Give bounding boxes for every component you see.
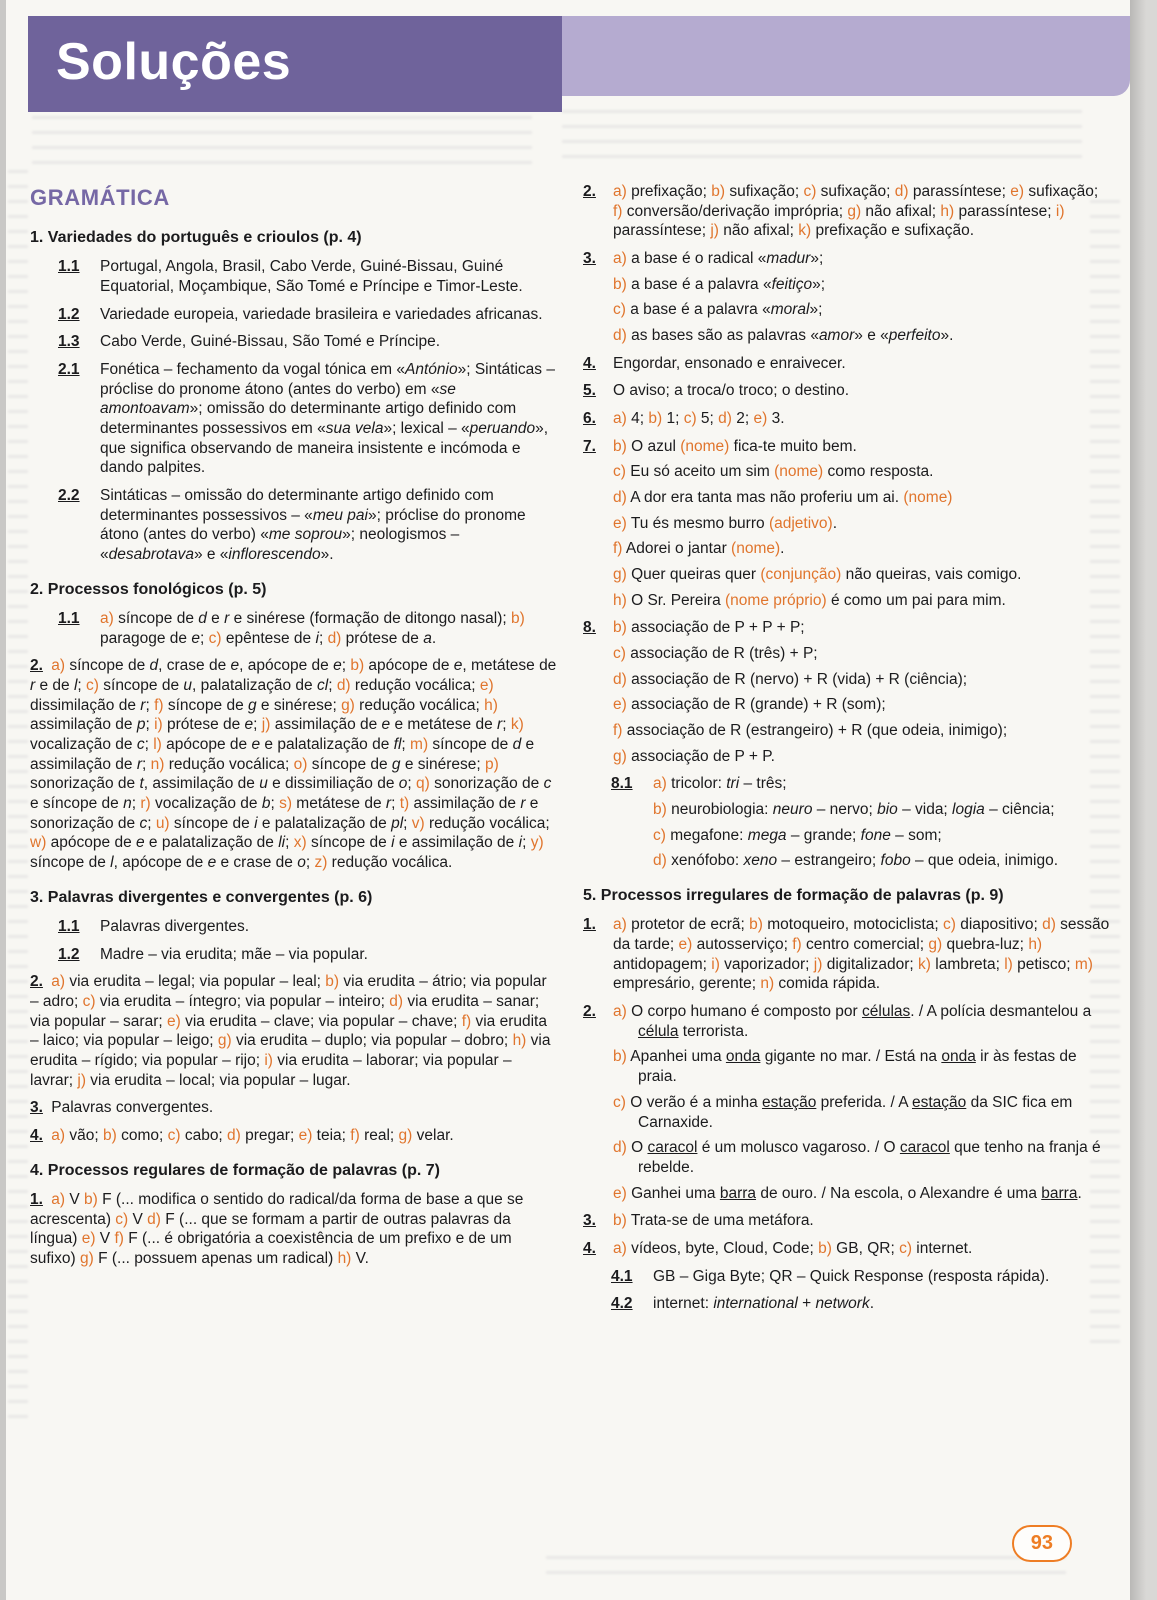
answer-item xyxy=(583,249,1110,346)
page-title: Soluções xyxy=(56,33,292,91)
answer-item xyxy=(583,1002,1110,1203)
answer-number: 2. xyxy=(583,1003,596,1021)
answer-text: a) protetor de ecrã; b) motoqueiro, motociclista; c) diapositivo; d) sessão da tarde; e) autosserviço; f) centro comercial; g) quebra-luz; h) antidopagem; i) vaporizador; j) digitalizador; k) lambreta; l) petisco; m) empresário, gerente; n) comida rápida. xyxy=(613,916,1110,993)
answer-number: 5. xyxy=(583,382,596,400)
answer-number: 1.2 xyxy=(58,305,80,323)
answer-number: 2.1 xyxy=(58,360,80,378)
answer-text: GB – Giga Byte; QR – Quick Response (resposta rápida). xyxy=(653,1267,1050,1285)
answer-text: b) Trata-se de uma metáfora. xyxy=(613,1212,814,1230)
answer-text: Palavras divergentes. xyxy=(100,918,250,936)
answer-item xyxy=(30,1126,557,1146)
answer-number: 2. xyxy=(583,183,596,200)
answer-number: 8. xyxy=(583,619,596,637)
answer-text: a) síncope de d e r e sinérese (formação de ditongo nasal); b) paragoge de e; c) epêntese de i; d) prótese de a. xyxy=(100,609,525,647)
answer-item xyxy=(30,656,557,872)
answer-number: 6. xyxy=(583,410,596,428)
answer-text: O aviso; a troca/o troco; o destino. xyxy=(613,382,850,400)
answer-number: 4.1 xyxy=(611,1267,633,1285)
answer-number: 1.1 xyxy=(58,258,80,276)
answer-text: a) V b) F (... modifica o sentido do radical/da forma de base a que se acrescenta) c) V d) F (... que se formam a partir de outras palavras da língua) e) V f) F (... é obrigatória a coexistência de um prefixo e de um sufixo) g) F (... possuem apenas um radical) h) V. xyxy=(30,1191,524,1268)
section-heading: 5. Processos irregulares de formação de palavras (p. 9) xyxy=(583,887,1004,905)
answer-text: Portugal, Angola, Brasil, Cabo Verde, Guiné-Bissau, Guiné Equatorial, Moçambique, São Tomé e Príncipe e Timor-Leste. xyxy=(100,258,523,295)
bleedthrough-texture xyxy=(546,1556,1066,1582)
answer-text: a) vão; b) como; c) cabo; d) pregar; e) teia; f) real; g) velar. xyxy=(51,1127,454,1145)
answer-item xyxy=(58,360,557,478)
answer-number: 4. xyxy=(30,1127,43,1145)
answer-number: 2. xyxy=(30,657,43,675)
answer-text: Fonética – fechamento da vogal tónica em «António»; Sintáticas – próclise do pronome átono (antes do verbo) em «se amontoavam»; omissão do determinante artigo definido com determinantes possessivos em «sua vela»; lexical – «peruando», que significa observando de maneira insistente e incómoda e dando palpites. xyxy=(100,360,555,477)
answer-text: a) vídeos, byte, Cloud, Code; b) GB, QR; c) internet. xyxy=(613,1239,973,1257)
answer-number: 1.2 xyxy=(58,945,80,963)
answer-text: a) O corpo humano é composto por células. / A polícia desmantelou a célula terrorista. b) Apanhei uma onda gigante no mar. / Está na onda ir às festas de praia. c) O verão é a minha estação preferida. / A estação da SIC fica em Carnaxide. d) O caracol é um molusco vagaroso. / O caracol que tenho na franja é rebelde. e) Ganhei uma barra de ouro. / Na escola, o Alexandre é uma barra. xyxy=(613,1003,1101,1202)
left-column xyxy=(30,182,557,1322)
page-number-badge: 93 xyxy=(1012,1525,1072,1562)
answer-item xyxy=(583,1239,1110,1259)
answer-item xyxy=(611,774,1110,871)
answer-text: Variedade europeia, variedade brasileira e variedades africanas. xyxy=(100,305,543,323)
bleedthrough-texture xyxy=(32,116,532,172)
answer-item xyxy=(58,945,557,965)
answer-number: 3. xyxy=(583,1212,596,1230)
answer-item xyxy=(611,1267,1110,1287)
bleedthrough-texture xyxy=(8,170,28,1430)
content-area xyxy=(30,182,1110,1322)
answer-number: 1. xyxy=(583,916,596,934)
answer-item xyxy=(30,1190,557,1269)
scan-edge xyxy=(1130,0,1157,1600)
answer-text: Palavras convergentes. xyxy=(51,1099,214,1117)
answer-text: a) a base é o radical «madur»; b) a base é a palavra «feitiço»; c) a base é a palavra «moral»; d) as bases são as palavras «amor» e «perfeito». xyxy=(613,250,954,345)
answer-text: a) prefixação; b) sufixação; c) sufixação; d) parassíntese; e) sufixação; f) conversão/derivação imprópria; g) não afixal; h) parassíntese; i) parassíntese; j) não afixal; k) prefixação e sufixação. xyxy=(613,183,1099,240)
answer-item xyxy=(58,305,557,325)
title-banner-extension xyxy=(562,16,1130,96)
right-column xyxy=(583,182,1110,1322)
answer-item xyxy=(58,609,557,648)
answer-text: Madre – via erudita; mãe – via popular. xyxy=(100,945,368,963)
scanned-page xyxy=(6,0,1130,1600)
section-heading: 4. Processos regulares de formação de palavras (p. 7) xyxy=(30,1161,440,1179)
bleedthrough-texture xyxy=(562,110,1082,170)
answer-number: 1.1 xyxy=(58,918,80,936)
answer-number: 7. xyxy=(583,437,596,455)
answer-item xyxy=(583,915,1110,994)
answer-item xyxy=(58,332,557,352)
answer-number: 3. xyxy=(583,250,596,268)
answer-text: a) síncope de d, crase de e, apócope de e; b) apócope de e, metátese de r e de l; c) síncope de u, palatalização de cl; d) redução vocálica; e) dissimilação de r; f) síncope de g e sinérese; g) redução vocálica; h) assimilação de p; i) prótese de e; j) assimilação de e e metátese de r; k) vocalização de c; l) apócope de e e palatalização de fl; m) síncope de d e assimilação de r; n) redução vocálica; o) síncope de g e sinérese; p) sonorização de t, assimilação de u e dissimiliação de o; q) sonorização de c e síncope de n; r) vocalização de b; s) metátese de r; t) assimilação de r e sonorização de c; u) síncope de i e palatalização de pl; v) redução vocálica; w) apócope de e e palatalização de li; x) síncope de i e assimilação de i; y) síncope de l, apócope de e e crase de o; z) redução vocálica. xyxy=(30,657,557,872)
answer-text: Sintáticas – omissão do determinante artigo definido com determinantes possessivos – «meu pai»; próclise do pronome átono (antes do verbo) «me soprou»; neologismos – «desabrotava» e «inflorescendo». xyxy=(100,486,526,563)
answer-item xyxy=(583,381,1110,401)
title-banner xyxy=(28,16,562,112)
answer-text: b) associação de P + P + P; c) associação de R (três) + P; d) associação de R (nervo) + R (vida) + R (ciência); e) associação de R (grande) + R (som); f) associação de R (estrangeiro) + R (que odeia, inimigo); g) associação de P + P. xyxy=(613,619,1008,765)
answer-number: 8.1 xyxy=(611,775,633,793)
answer-item xyxy=(583,182,1110,241)
answer-item xyxy=(58,486,557,565)
answer-text: Engordar, ensonado e enraivecer. xyxy=(613,354,846,372)
answer-number: 2. xyxy=(30,973,43,991)
answer-item xyxy=(583,354,1110,374)
answer-number: 3. xyxy=(30,1099,43,1117)
answer-number: 4.2 xyxy=(611,1295,633,1313)
answer-item xyxy=(583,618,1110,766)
answer-number: 4. xyxy=(583,354,596,372)
answer-item xyxy=(583,1211,1110,1231)
answer-number: 4. xyxy=(583,1239,596,1257)
section-heading: 1. Variedades do português e crioulos (p. 4) xyxy=(30,228,362,246)
chapter-heading: GRAMÁTICA xyxy=(30,185,170,210)
answer-item xyxy=(611,1294,1110,1314)
answer-item xyxy=(58,257,557,296)
answer-text: a) via erudita – legal; via popular – leal; b) via erudita – átrio; via popular – adro; c) via erudita – íntegro; via popular – inteiro; d) via erudita – sanar; via popular – sarar; e) via erudita – clave; via popular – chave; f) via erudita – laico; via popular – leigo; g) via erudita – duplo; via popular – dobro; h) via erudita – rígido; via popular – rijo; i) via erudita – laborar; via popular – lavrar; j) via erudita – local; via popular – lugar. xyxy=(30,973,551,1089)
answer-item xyxy=(583,409,1110,429)
section-heading: 3. Palavras divergentes e convergentes (p. 6) xyxy=(30,888,373,906)
answer-text: internet: international + network. xyxy=(653,1295,875,1313)
answer-text: a) 4; b) 1; c) 5; d) 2; e) 3. xyxy=(613,410,785,428)
answer-text: Cabo Verde, Guiné-Bissau, São Tomé e Príncipe. xyxy=(100,333,441,351)
answer-text: b) O azul (nome) fica-te muito bem. c) Eu só aceito um sim (nome) como resposta. d) A dor era tanta mas não proferiu um ai. (nome) e) Tu és mesmo burro (adjetivo). f) Adorei o jantar (nome). g) Quer queiras quer (conjunção) não queiras, vais comigo. h) O Sr. Pereira (nome próprio) é como um pai para mim. xyxy=(613,437,1022,609)
section-heading: 2. Processos fonológicos (p. 5) xyxy=(30,580,267,598)
answer-number: 2.2 xyxy=(58,486,80,504)
answer-item xyxy=(58,917,557,937)
answer-item xyxy=(30,1098,557,1118)
answer-item xyxy=(583,437,1110,611)
answer-number: 1.1 xyxy=(58,609,80,627)
answer-number: 1. xyxy=(30,1191,43,1209)
answer-text: a) tricolor: tri – três; b) neurobiologia: neuro – nervo; bio – vida; logia – ciência; c) megafone: mega – grande; fone – som; d) xenófobo: xeno – estrangeiro; fobo – que odeia, inimigo. xyxy=(653,775,1059,870)
answer-number: 1.3 xyxy=(58,333,80,351)
answer-item xyxy=(30,972,557,1090)
